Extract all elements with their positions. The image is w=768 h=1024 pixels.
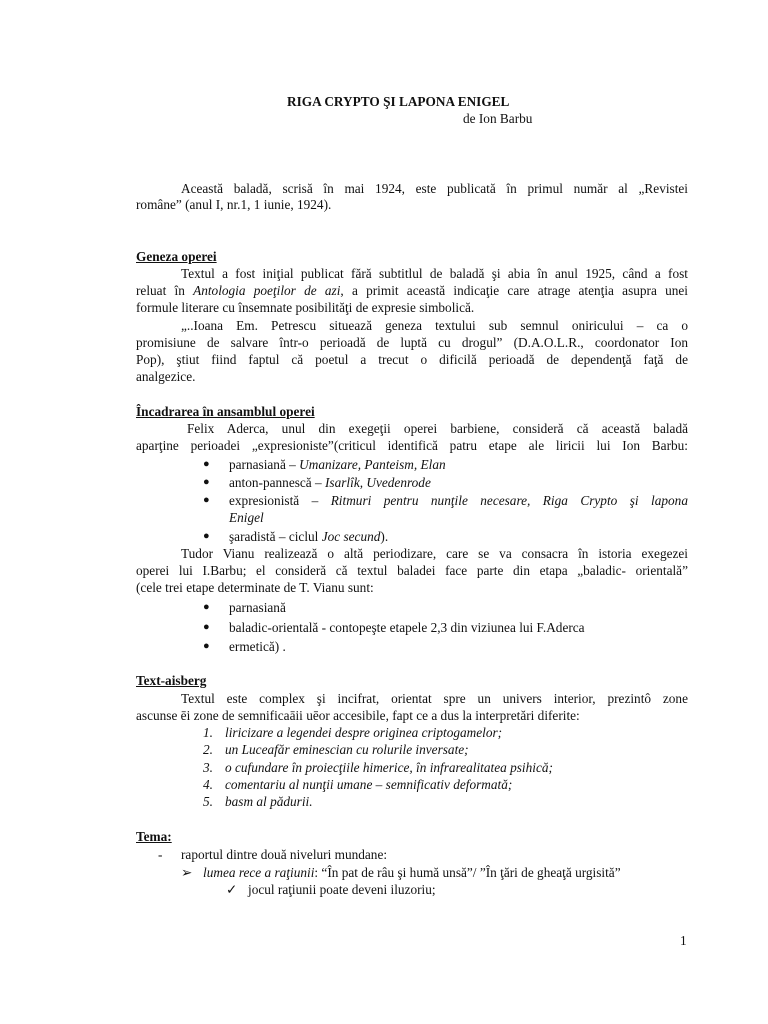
section-heading-tema: Tema: [136, 829, 172, 844]
paragraph-line: Pop), ştiut fiind faptul că poetul a trecut o dificilă perioadă de dependenţă faţă de [136, 352, 688, 367]
paragraph-line: „..Ioana Em. Petrescu situează geneza textului sub semnul oniricului – ca o [181, 318, 688, 333]
dash-marker: - [158, 847, 163, 862]
list-item-label: parnasiană – [229, 457, 300, 472]
anthology-title: Antologia poeţilor de azi [193, 283, 341, 298]
paragraph-line: Felix Aderca, unul din exegeţii operei barbiene, consideră că această baladă [187, 421, 688, 436]
numbered-item: comentariu al nunţii umane – semnificativ deformată; [225, 777, 513, 792]
check-icon: ✓ [226, 882, 238, 897]
list-item [229, 456, 446, 473]
paragraph-line: Textul este complex şi incifrat, orientat spre un univers interior, prezintô zone [181, 691, 688, 706]
section-heading-geneza: Geneza operei [136, 249, 217, 264]
list-item-tail: ). [380, 529, 389, 544]
numbered-item: basm al pădurii. [225, 794, 313, 809]
intro-line: Această baladă, scrisă în mai 1924, este publicată în primul număr al „Revistei [181, 181, 688, 196]
bullet-icon: ● [203, 476, 210, 488]
document-author: de Ion Barbu [463, 111, 533, 126]
list-item [203, 864, 621, 881]
list-number: 5. [203, 794, 213, 809]
bullet-icon: ● [203, 601, 210, 613]
list-item [229, 474, 431, 491]
section-heading-incadrare: Încadrarea în ansamblul operei [136, 404, 315, 419]
list-number: 3. [203, 760, 213, 775]
list-number: 2. [203, 742, 213, 757]
paragraph-line: Textul a fost iniţial publicat fără subtitlul de baladă şi abia în anul 1925, când a fost [181, 266, 688, 281]
bullet-icon: ● [203, 621, 210, 633]
list-item-italic: lumea rece a raţiunii [203, 865, 315, 880]
intro-line: române” (anul I, nr.1, 1 iunie, 1924). [136, 197, 332, 212]
list-item [229, 492, 688, 509]
list-item-label: şaradistă – ciclul [229, 529, 322, 544]
bullet-icon: ● [203, 494, 210, 506]
paragraph-line: Tudor Vianu realizează o altă periodizare, care se va consacra în istoria exegezei [181, 546, 688, 561]
text-run: reluat în [136, 283, 194, 298]
section-heading-aisberg: Text-aisberg [136, 673, 207, 688]
page-number: 1 [680, 933, 687, 948]
numbered-item: liricizare a legendei despre originea criptogamelor; [225, 725, 503, 740]
list-item-works: Umanizare, Panteism, Elan [299, 457, 446, 472]
document-title: RIGA CRYPTO ŞI LAPONA ENIGEL [287, 94, 510, 109]
list-item-continuation: Enigel [229, 510, 264, 525]
paragraph-line: promisiune de salvare într-o perioadă de luptă cu drogul” (D.A.O.L.R., coordonator Ion [136, 335, 688, 350]
paragraph-line [136, 282, 688, 299]
paragraph-line: formule literare cu însemnate posibilităţi de expresie simbolică. [136, 300, 475, 315]
list-item-works: Isarlîk, Uvedenrode [325, 475, 431, 490]
list-item: ermetică) . [229, 639, 286, 654]
numbered-item: un Luceafăr eminescian cu rolurile inversate; [225, 742, 469, 757]
list-item-works: Joc secund [321, 529, 381, 544]
list-item: jocul raţiunii poate deveni iluzoriu; [248, 882, 436, 897]
list-item: baladic-orientală - contopeşte etapele 2,3 din viziunea lui F.Aderca [229, 620, 585, 635]
numbered-item: o cufundare în proiecţiile himerice, în infrarealitatea psihică; [225, 760, 553, 775]
paragraph-line: ascunse ēi zone de semnificaāii uēor accesibile, fapt ce a dus la interpretări diferite: [136, 708, 580, 723]
list-item-rest: : “În pat de râu şi humă unsă”/ ”În ţări de gheaţă urgisită” [314, 865, 621, 880]
list-number: 1. [203, 725, 213, 740]
list-item: parnasiană [229, 600, 286, 615]
list-item-label: anton-pannescă – [229, 475, 325, 490]
paragraph-line: aparţine perioadei „expresioniste”(criticul identifică patru etape ale liricii lui Ion Barbu: [136, 438, 688, 453]
text-run: , a primit această indicaţie care atrage atenţia asupra unei [340, 283, 688, 298]
paragraph-line: analgezice. [136, 369, 196, 384]
list-item: raportul dintre două niveluri mundane: [181, 847, 388, 862]
bullet-icon: ● [203, 640, 210, 652]
paragraph-line: (cele trei etape determinate de T. Vianu sunt: [136, 580, 374, 595]
list-number: 4. [203, 777, 213, 792]
bullet-icon: ● [203, 458, 210, 470]
bullet-icon: ● [203, 530, 210, 542]
arrow-icon: ➢ [181, 865, 193, 880]
list-item [229, 528, 388, 545]
list-item-label: expresionistă – [229, 493, 331, 508]
list-item-works: Ritmuri pentru nunţile necesare, Riga Crypto şi lapona [330, 493, 688, 508]
paragraph-line: operei lui I.Barbu; el consideră că textul baladei face parte din etapa „baladic- orientală” [136, 563, 688, 578]
